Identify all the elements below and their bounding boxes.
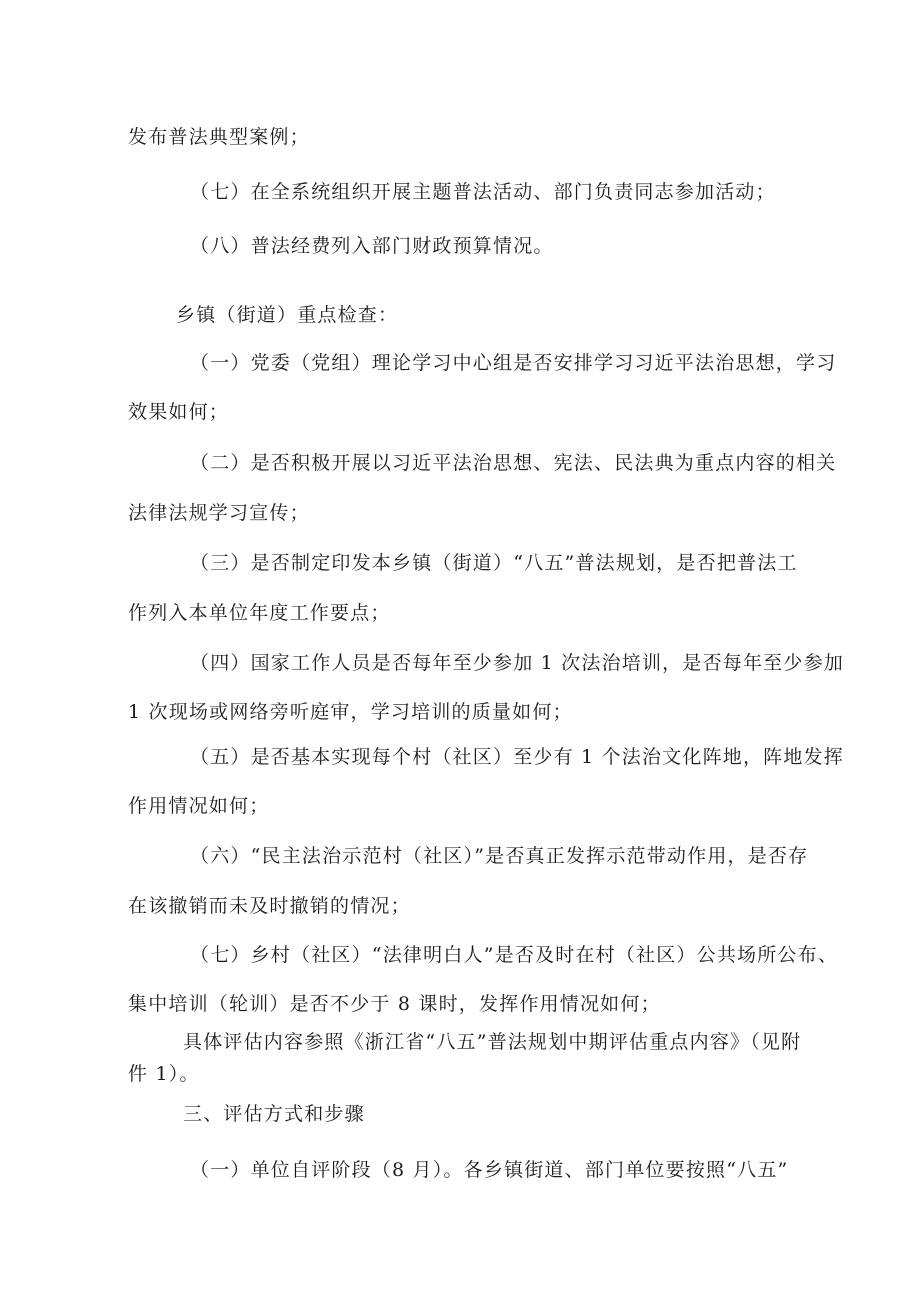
paragraph-line: 件 1）。 — [128, 1063, 200, 1085]
paragraph-line: （七）乡村（社区）“法律明白人”是否及时在村（社区）公共场所公布、 — [190, 944, 839, 966]
paragraph-line: 法律法规学习宣传； — [128, 502, 310, 524]
paragraph-line: 作用情况如何； — [128, 795, 270, 817]
paragraph-line: 集中培训（轮训）是否不少于 8 课时，发挥作用情况如何； — [128, 993, 661, 1015]
paragraph-line: （二）是否积极开展以习近平法治思想、宪法、民法典为重点内容的相关 — [190, 452, 837, 474]
paragraph-line: （一）党委（党组）理论学习中心组是否安排学习习近平法治思想，学习 — [190, 352, 837, 374]
paragraph-line: 1 次现场或网络旁听庭审，学习培训的质量如何； — [128, 701, 573, 723]
paragraph-line: （三）是否制定印发本乡镇（街道）“八五”普法规划，是否把普法工 — [190, 552, 798, 574]
section-heading: 三、评估方式和步骤 — [183, 1103, 365, 1125]
section-heading: 乡镇（街道）重点检查： — [176, 304, 399, 326]
paragraph-line: 在该撤销而未及时撤销的情况； — [128, 895, 411, 917]
paragraph-line: 效果如何； — [128, 401, 230, 423]
paragraph-line: （七）在全系统组织开展主题普法活动、部门负责同志参加活动； — [190, 181, 776, 203]
paragraph-line: 发布普法典型案例； — [128, 126, 310, 148]
paragraph-line: 具体评估内容参照《浙江省“八五”普法规划中期评估重点内容》（见附 — [183, 1031, 802, 1053]
paragraph-line: （六）“民主法治示范村（社区）”是否真正发挥示范带动作用，是否存 — [190, 845, 809, 867]
paragraph-line: （四）国家工作人员是否每年至少参加 1 次法治培训，是否每年至少参加 — [190, 652, 844, 674]
paragraph-line: （八）普法经费列入部门财政预算情况。 — [190, 235, 554, 257]
paragraph-line: 作列入本单位年度工作要点； — [128, 602, 391, 624]
paragraph-line: （五）是否基本实现每个村（社区）至少有 1 个法治文化阵地，阵地发挥 — [190, 746, 844, 768]
paragraph-line: （一）单位自评阶段（8 月）。各乡镇街道、部门单位要按照“八五” — [190, 1159, 789, 1181]
